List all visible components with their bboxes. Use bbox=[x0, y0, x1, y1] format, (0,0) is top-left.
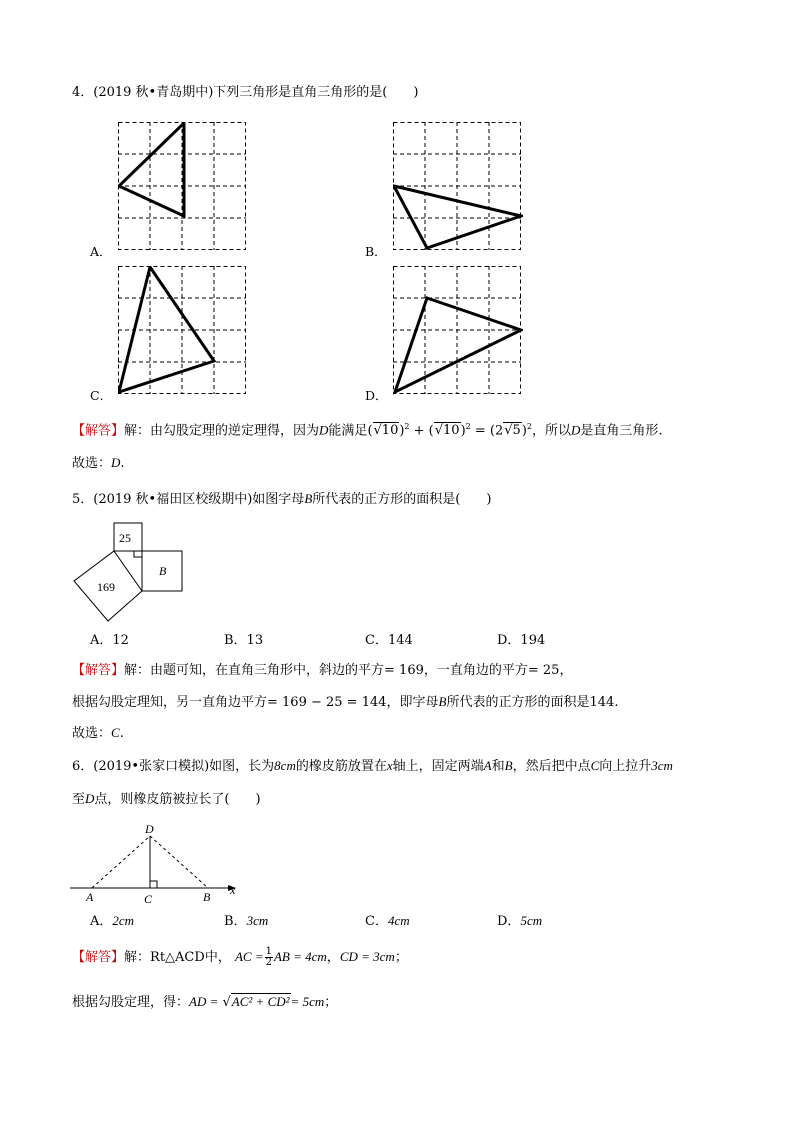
q6-option bbox=[224, 912, 268, 931]
choose-value: C bbox=[111, 725, 120, 740]
q4-stem: 4．(2019 秋•青岛期中)下列三角形是直角三角形的是( ) bbox=[72, 85, 419, 100]
answer-tag: 【解答】 bbox=[72, 663, 125, 678]
answer-text: ； bbox=[394, 950, 408, 965]
q5-figure bbox=[68, 520, 193, 625]
stem-math: x bbox=[386, 758, 393, 773]
stem-math: 3cm bbox=[651, 758, 673, 773]
stem-text: 所代表的正方形的面积是( ) bbox=[312, 492, 492, 507]
q6-option bbox=[90, 912, 134, 931]
q6-label-b: B bbox=[203, 890, 211, 904]
q5-label-25: 25 bbox=[119, 531, 131, 545]
stem-text: 5．(2019 秋•福田区校级期中)如图字母 bbox=[72, 492, 305, 507]
answer-text: 是直角三角形. bbox=[580, 423, 663, 439]
stem-text: 轴上，固定两端 bbox=[392, 759, 484, 774]
answer-math: AD = bbox=[189, 994, 219, 1009]
answer-math: = 169 bbox=[384, 663, 424, 678]
option-letter: A． bbox=[90, 914, 113, 929]
q5-option: C．144 bbox=[365, 633, 413, 648]
choose-end: . bbox=[119, 726, 124, 741]
answer-math: AC = bbox=[234, 949, 264, 964]
answer-math: Rt△ACD bbox=[150, 950, 205, 965]
answer-text: 所代表的正方形的面积是 bbox=[446, 695, 590, 710]
q6-label-d: D bbox=[145, 822, 154, 836]
q5-option: A．12 bbox=[90, 633, 129, 648]
q5-label-b: B bbox=[159, 564, 167, 578]
stem-text: ，然后把中点 bbox=[512, 759, 591, 774]
q5-answer-line2 bbox=[72, 693, 618, 712]
stem-math: B bbox=[504, 758, 513, 773]
stem-math: D bbox=[85, 791, 95, 806]
answer-text: ，一直角边的平方 bbox=[423, 663, 528, 678]
answer-math: AB = 4cm bbox=[273, 949, 327, 964]
q6-label-x: x bbox=[230, 883, 236, 897]
answer-var: D bbox=[571, 422, 581, 438]
option-letter: D． bbox=[497, 914, 521, 929]
q6-answer-line2: 根据勾股定理，得：AD = √AC² + CD²= 5cm； bbox=[72, 994, 338, 1010]
answer-text: 解：由题可知，在直角三角形中，斜边的平方 bbox=[124, 663, 385, 678]
answer-text: 根据勾股定理知，另一直角边平方 bbox=[72, 695, 268, 710]
stem-math: C bbox=[590, 758, 600, 773]
answer-text: ； bbox=[324, 995, 338, 1010]
answer-value: 144 bbox=[589, 695, 615, 710]
answer-math: = 25 bbox=[527, 663, 560, 678]
q4-option-a: A． bbox=[90, 244, 112, 259]
choose-label: 故选： bbox=[72, 726, 112, 741]
answer-math: CD = 3cm bbox=[339, 949, 395, 964]
q6-label-c: C bbox=[144, 892, 153, 906]
option-letter: B． bbox=[224, 914, 247, 929]
stem-text: 6．(2019•张家口模拟)如图，长为 bbox=[72, 759, 275, 774]
answer-fraction bbox=[265, 947, 273, 968]
fraction-numerator: 1 bbox=[265, 946, 272, 957]
stem-math: 8cm bbox=[274, 758, 296, 773]
q4-figure-c bbox=[118, 266, 248, 396]
q6-figure bbox=[68, 818, 248, 908]
q4-choose bbox=[72, 454, 125, 473]
answer-tag: 【解答】 bbox=[72, 423, 125, 439]
q5-label-169: 169 bbox=[97, 580, 115, 594]
answer-tag: 【解答】 bbox=[72, 950, 125, 965]
q4-option-c: C． bbox=[90, 388, 113, 403]
q4-option-b: B． bbox=[365, 244, 387, 259]
answer-text: . bbox=[614, 695, 619, 710]
q5-choose bbox=[72, 724, 124, 743]
answer-math: = 169 − 25 = 144 bbox=[267, 695, 387, 710]
option-value: 3cm bbox=[246, 913, 269, 928]
answer-text: ，即字母 bbox=[386, 695, 439, 710]
option-value: 2cm bbox=[112, 913, 135, 928]
q6-stem-line1 bbox=[72, 757, 673, 776]
answer-math: = 5cm bbox=[290, 994, 325, 1009]
q6-label-a: A bbox=[86, 890, 94, 904]
q5-answer-line1 bbox=[72, 662, 572, 680]
answer-text: 中， bbox=[204, 950, 231, 965]
answer-text: ，所以 bbox=[531, 423, 571, 439]
q4-figure-d bbox=[393, 266, 523, 396]
option-letter: C． bbox=[365, 914, 388, 929]
q6-option bbox=[365, 912, 410, 931]
q5-option: D．194 bbox=[497, 633, 546, 648]
answer-text: 解：由勾股定理的逆定理得，因为 bbox=[124, 423, 320, 439]
q6-option bbox=[497, 912, 542, 931]
stem-text: 点，则橡皮筋被拉长了( ) bbox=[94, 792, 261, 807]
answer-var: D bbox=[319, 422, 329, 438]
q5-option: B．13 bbox=[224, 633, 264, 648]
answer-text: ， bbox=[326, 950, 340, 965]
answer-text: 能满足 bbox=[328, 423, 368, 439]
stem-text: 至 bbox=[72, 792, 86, 807]
answer-sqrt: AC² + CD² bbox=[231, 994, 290, 1009]
choose-value: D bbox=[111, 455, 121, 470]
q4-option-d: D． bbox=[365, 388, 388, 403]
stem-text: 向上拉升 bbox=[599, 759, 652, 774]
option-value: 5cm bbox=[520, 913, 543, 928]
q4-figure-b bbox=[393, 122, 523, 252]
q6-answer-line1 bbox=[72, 945, 408, 970]
q4-answer: 【解答】解：由勾股定理的逆定理得，因为D能满足$(√10)^2 + (√10)^2 = (2√5)^2$，所以D是直角三角形. bbox=[72, 422, 663, 439]
answer-text: ， bbox=[559, 663, 573, 678]
stem-text: 和 bbox=[491, 759, 505, 774]
choose-label: 故选： bbox=[72, 456, 112, 471]
answer-text: 解： bbox=[124, 950, 151, 965]
q6-stem-line2 bbox=[72, 790, 261, 809]
option-value: 4cm bbox=[387, 913, 410, 928]
choose-end: . bbox=[120, 456, 125, 471]
q4-figure-a bbox=[118, 122, 248, 252]
stem-math: A bbox=[483, 758, 492, 773]
answer-var: B bbox=[438, 694, 447, 709]
answer-text: 根据勾股定理，得： bbox=[72, 995, 190, 1010]
stem-var: B bbox=[304, 491, 313, 506]
fraction-denominator: 2 bbox=[265, 957, 272, 968]
stem-text: 的橡皮筋放置在 bbox=[295, 759, 387, 774]
q5-stem bbox=[72, 490, 491, 509]
